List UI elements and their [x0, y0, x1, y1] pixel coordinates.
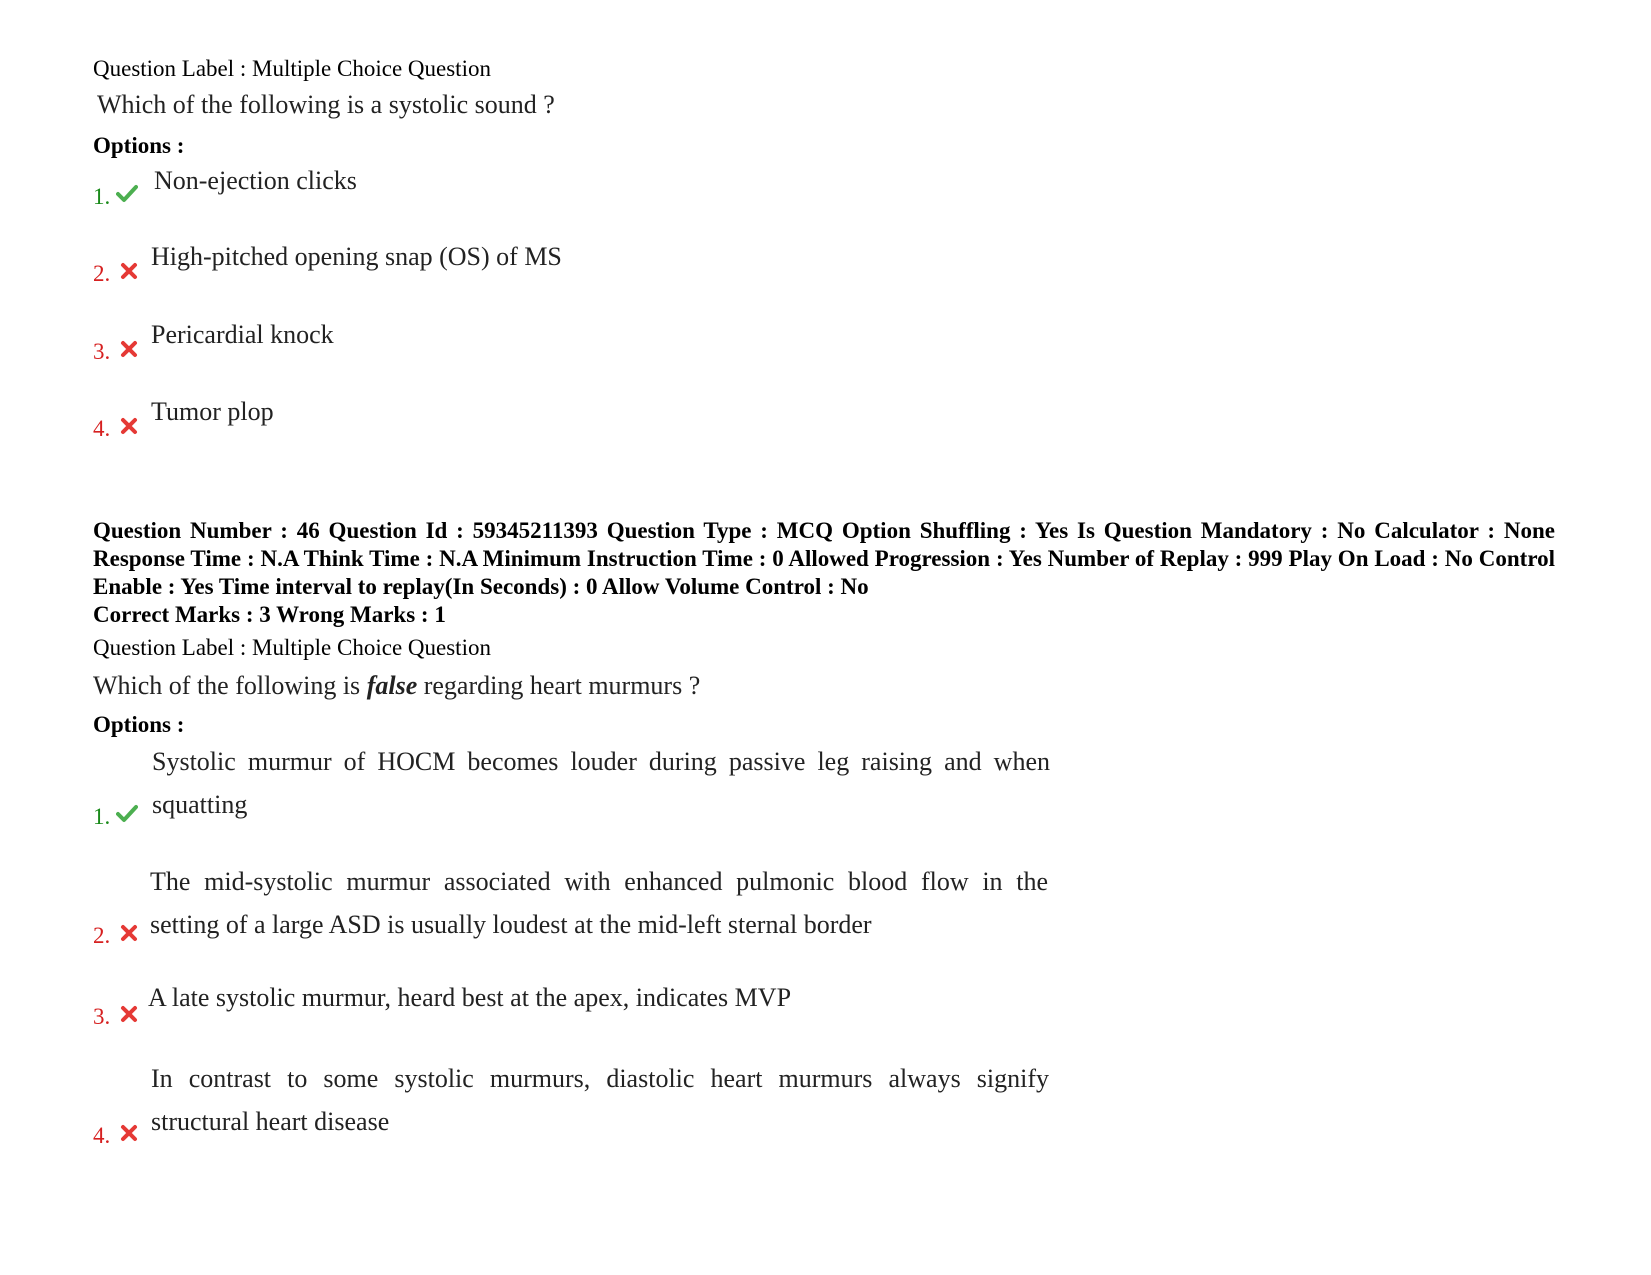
cross-icon [118, 416, 140, 436]
cross-icon [118, 261, 140, 281]
option-text: Non-ejection clicks [154, 166, 357, 195]
option-number: 3. [93, 339, 111, 364]
question-label: Question Label : Multiple Choice Question [93, 635, 491, 660]
question-text: Which of the following is false regarding heart murmurs ? [93, 671, 701, 700]
cross-icon [118, 1004, 140, 1024]
check-icon [116, 803, 138, 823]
option-number: 1. [93, 804, 111, 829]
question-label: Question Label : Multiple Choice Question [93, 56, 491, 81]
option-number: 1. [93, 184, 111, 209]
option-number: 2. [93, 261, 111, 286]
option-text: Pericardial knock [151, 320, 334, 349]
option-text: A late systolic murmur, heard best at the apex, indicates MVP [148, 983, 792, 1012]
option-text: The mid-systolic murmur associated with enhanced pulmonic blood flow in the setting of a large ASD is usually loudest at the mid-left sternal border [150, 867, 1048, 939]
question-text: Which of the following is a systolic sound ? [97, 90, 555, 119]
options-heading: Options : [93, 133, 185, 158]
option-number: 4. [93, 1123, 111, 1148]
option-text: High-pitched opening snap (OS) of MS [151, 242, 562, 271]
cross-icon [118, 1123, 140, 1143]
options-heading: Options : [93, 712, 185, 737]
option-number: 3. [93, 1004, 111, 1029]
marks-info: Correct Marks : 3 Wrong Marks : 1 [93, 602, 446, 627]
option-number: 4. [93, 416, 111, 441]
option-number: 2. [93, 923, 111, 948]
option-text: In contrast to some systolic murmurs, diastolic heart murmurs always signify structural heart disease [151, 1064, 1049, 1136]
check-icon [116, 183, 138, 203]
option-text: Systolic murmur of HOCM becomes louder during passive leg raising and when squatting [152, 747, 1050, 819]
question-metadata: Question Number : 46 Question Id : 59345211393 Question Type : MCQ Option Shuffling : Yes Is Question Mandatory : No Calculator : None Response Time : N.A Think Time : N.A Minimum Instruction Time : 0 Allowed Progression : Yes Number of Replay : 999 Play On Load : No Control Enable : Yes Time interval to replay(In Seconds) : 0 Allow Volume Control : No [93, 518, 1555, 599]
option-text: Tumor plop [151, 397, 274, 426]
cross-icon [118, 339, 140, 359]
cross-icon [118, 923, 140, 943]
